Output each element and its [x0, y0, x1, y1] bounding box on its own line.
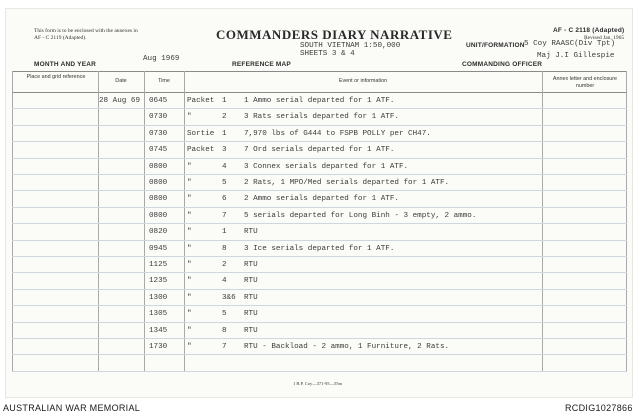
column-header-annex: Annex letter and enclosure number: [552, 76, 618, 89]
event-column-divider: [184, 71, 185, 371]
row-time: 0645: [149, 97, 168, 105]
row-rule: [12, 108, 627, 109]
footer-record-id: RCDIG1027866: [565, 403, 633, 413]
table-header-rule: [12, 92, 627, 93]
form-notice: This form is to be enclosed with the annexes in AF - C 2119 (Adapted).: [34, 28, 138, 41]
row-serial-type: ": [187, 244, 192, 253]
row-rule: [12, 354, 627, 355]
row-rule: [12, 256, 627, 257]
row-time: 1345: [149, 326, 168, 335]
row-serial-number: 2: [222, 261, 227, 269]
table-top-rule: [12, 71, 627, 72]
row-event: 3 Ice serials departed for 1 ATF.: [244, 244, 395, 253]
row-event: RTU: [244, 293, 258, 302]
row-serial-type: ": [187, 293, 192, 302]
commanding-officer-name: Maj J.I Gillespie: [537, 52, 615, 60]
row-serial-number: 3&6: [222, 293, 236, 302]
row-event: 3 Rats serials departed for 1 ATF.: [244, 113, 399, 122]
reference-map-label: REFERENCE MAP: [232, 61, 291, 68]
row-event: RTU: [244, 261, 258, 269]
unit-formation-label: UNIT/FORMATION: [466, 42, 525, 49]
row-rule: [12, 338, 627, 339]
row-serial-number: 6: [222, 195, 227, 204]
row-rule: [12, 158, 627, 159]
column-header-time: Time: [158, 78, 170, 84]
row-time: 1125: [149, 261, 168, 269]
row-event: RTU: [244, 228, 258, 237]
unit-formation-value: 5 Coy RAASC(Div Tpt): [524, 40, 616, 48]
row-serial-number: 7: [222, 211, 227, 220]
row-event: 2 Rats, 1 MPO/Med serials departed for 1 ATF.: [244, 179, 450, 187]
row-event: RTU: [244, 326, 258, 335]
column-header-date: Date: [115, 78, 127, 84]
row-rule: [12, 141, 627, 142]
row-serial-type: ": [187, 277, 192, 286]
row-serial-type: ": [187, 179, 192, 187]
row-event: RTU: [244, 310, 258, 319]
row-serial-number: 1: [222, 97, 227, 105]
row-serial-number: 7: [222, 343, 227, 351]
row-serial-number: 5: [222, 310, 227, 319]
table-right-border: [626, 71, 627, 371]
row-time: 0800: [149, 195, 168, 204]
row-serial-number: 4: [222, 162, 227, 171]
row-rule: [12, 240, 627, 241]
row-rule: [12, 371, 627, 372]
row-serial-type: ": [187, 310, 192, 319]
row-event: 1 Ammo serial departed for 1 ATF.: [244, 97, 395, 105]
printer-imprint: 1 B.P. Coy—371-95—55m: [293, 381, 343, 386]
row-serial-type: ": [187, 195, 192, 204]
form-id: AF - C 2118 (Adapted): [553, 27, 625, 34]
row-serial-number: 5: [222, 179, 227, 187]
month-year-value: Aug 1969: [143, 55, 180, 63]
row-serial-number: 1: [222, 129, 227, 138]
row-serial-number: 3: [222, 146, 227, 155]
annex-column-divider: [542, 71, 543, 371]
row-serial-type: Sortie: [187, 129, 215, 138]
row-rule: [12, 207, 627, 208]
row-time: 0745: [149, 146, 168, 155]
row-rule: [12, 190, 627, 191]
row-serial-number: 1: [222, 228, 227, 237]
row-serial-type: ": [187, 113, 192, 122]
row-serial-type: ": [187, 261, 192, 269]
row-time: 1730: [149, 343, 168, 351]
column-header-event: Event or information: [338, 78, 388, 84]
row-rule: [12, 272, 627, 273]
row-rule: [12, 305, 627, 306]
row-event: RTU: [244, 277, 258, 286]
row-event: 5 serials departed for Long Binh - 3 empty, 2 ammo.: [244, 211, 477, 220]
row-serial-type: ": [187, 228, 192, 237]
row-serial-type: ": [187, 343, 192, 351]
row-serial-type: ": [187, 162, 192, 171]
row-rule: [12, 322, 627, 323]
row-serial-number: 8: [222, 244, 227, 253]
row-time: 1235: [149, 277, 168, 286]
commanding-officer-label: COMMANDING OFFICER: [462, 61, 543, 68]
form-title: COMMANDERS DIARY NARRATIVE: [216, 27, 453, 42]
time-column-divider: [144, 71, 145, 371]
row-serial-type: ": [187, 326, 192, 335]
date-column-divider: [98, 71, 99, 371]
month-year-label: MONTH AND YEAR: [34, 61, 97, 68]
form-revised: Revised Jan, 1965: [584, 35, 625, 41]
row-serial-number: 8: [222, 326, 227, 335]
row-serial-type: ": [187, 211, 192, 220]
row-event: 2 Ammo serials departed for 1 ATF.: [244, 195, 399, 204]
row-rule: [12, 174, 627, 175]
row-time: 1305: [149, 310, 168, 319]
row-time: 0945: [149, 244, 168, 253]
reference-map-line-2: SHEETS 3 & 4: [300, 50, 355, 58]
row-time: 0800: [149, 162, 168, 171]
row-time: 0730: [149, 129, 168, 138]
row-time: 0730: [149, 113, 168, 122]
row-time: 0800: [149, 211, 168, 220]
row-time: 1300: [149, 293, 168, 302]
reference-map-line-1: SOUTH VIETNAM 1:50,000: [300, 42, 401, 50]
row-serial-type: Packet: [187, 97, 215, 105]
row-rule: [12, 289, 627, 290]
row-serial-type: Packet: [187, 146, 215, 155]
row-rule: [12, 223, 627, 224]
row-event: 7 Ord serials departed for 1 ATF.: [244, 146, 395, 155]
row-time: 0820: [149, 228, 168, 237]
table-left-border: [12, 71, 13, 371]
footer-source: AUSTRALIAN WAR MEMORIAL: [3, 403, 141, 413]
row-rule: [12, 125, 627, 126]
column-header-place: Place and grid reference: [26, 74, 86, 80]
row-time: 0800: [149, 179, 168, 187]
row-event: 7,970 lbs of G444 to FSPB POLLY per CH47.: [244, 129, 431, 138]
row-event: 3 Connex serials departed for 1 ATF.: [244, 162, 409, 171]
row-serial-number: 2: [222, 113, 227, 122]
row-date: 28 Aug 69: [99, 97, 141, 105]
row-serial-number: 4: [222, 277, 227, 286]
row-event: RTU - Backload - 2 ammo, 1 Furniture, 2 Rats.: [244, 343, 450, 351]
